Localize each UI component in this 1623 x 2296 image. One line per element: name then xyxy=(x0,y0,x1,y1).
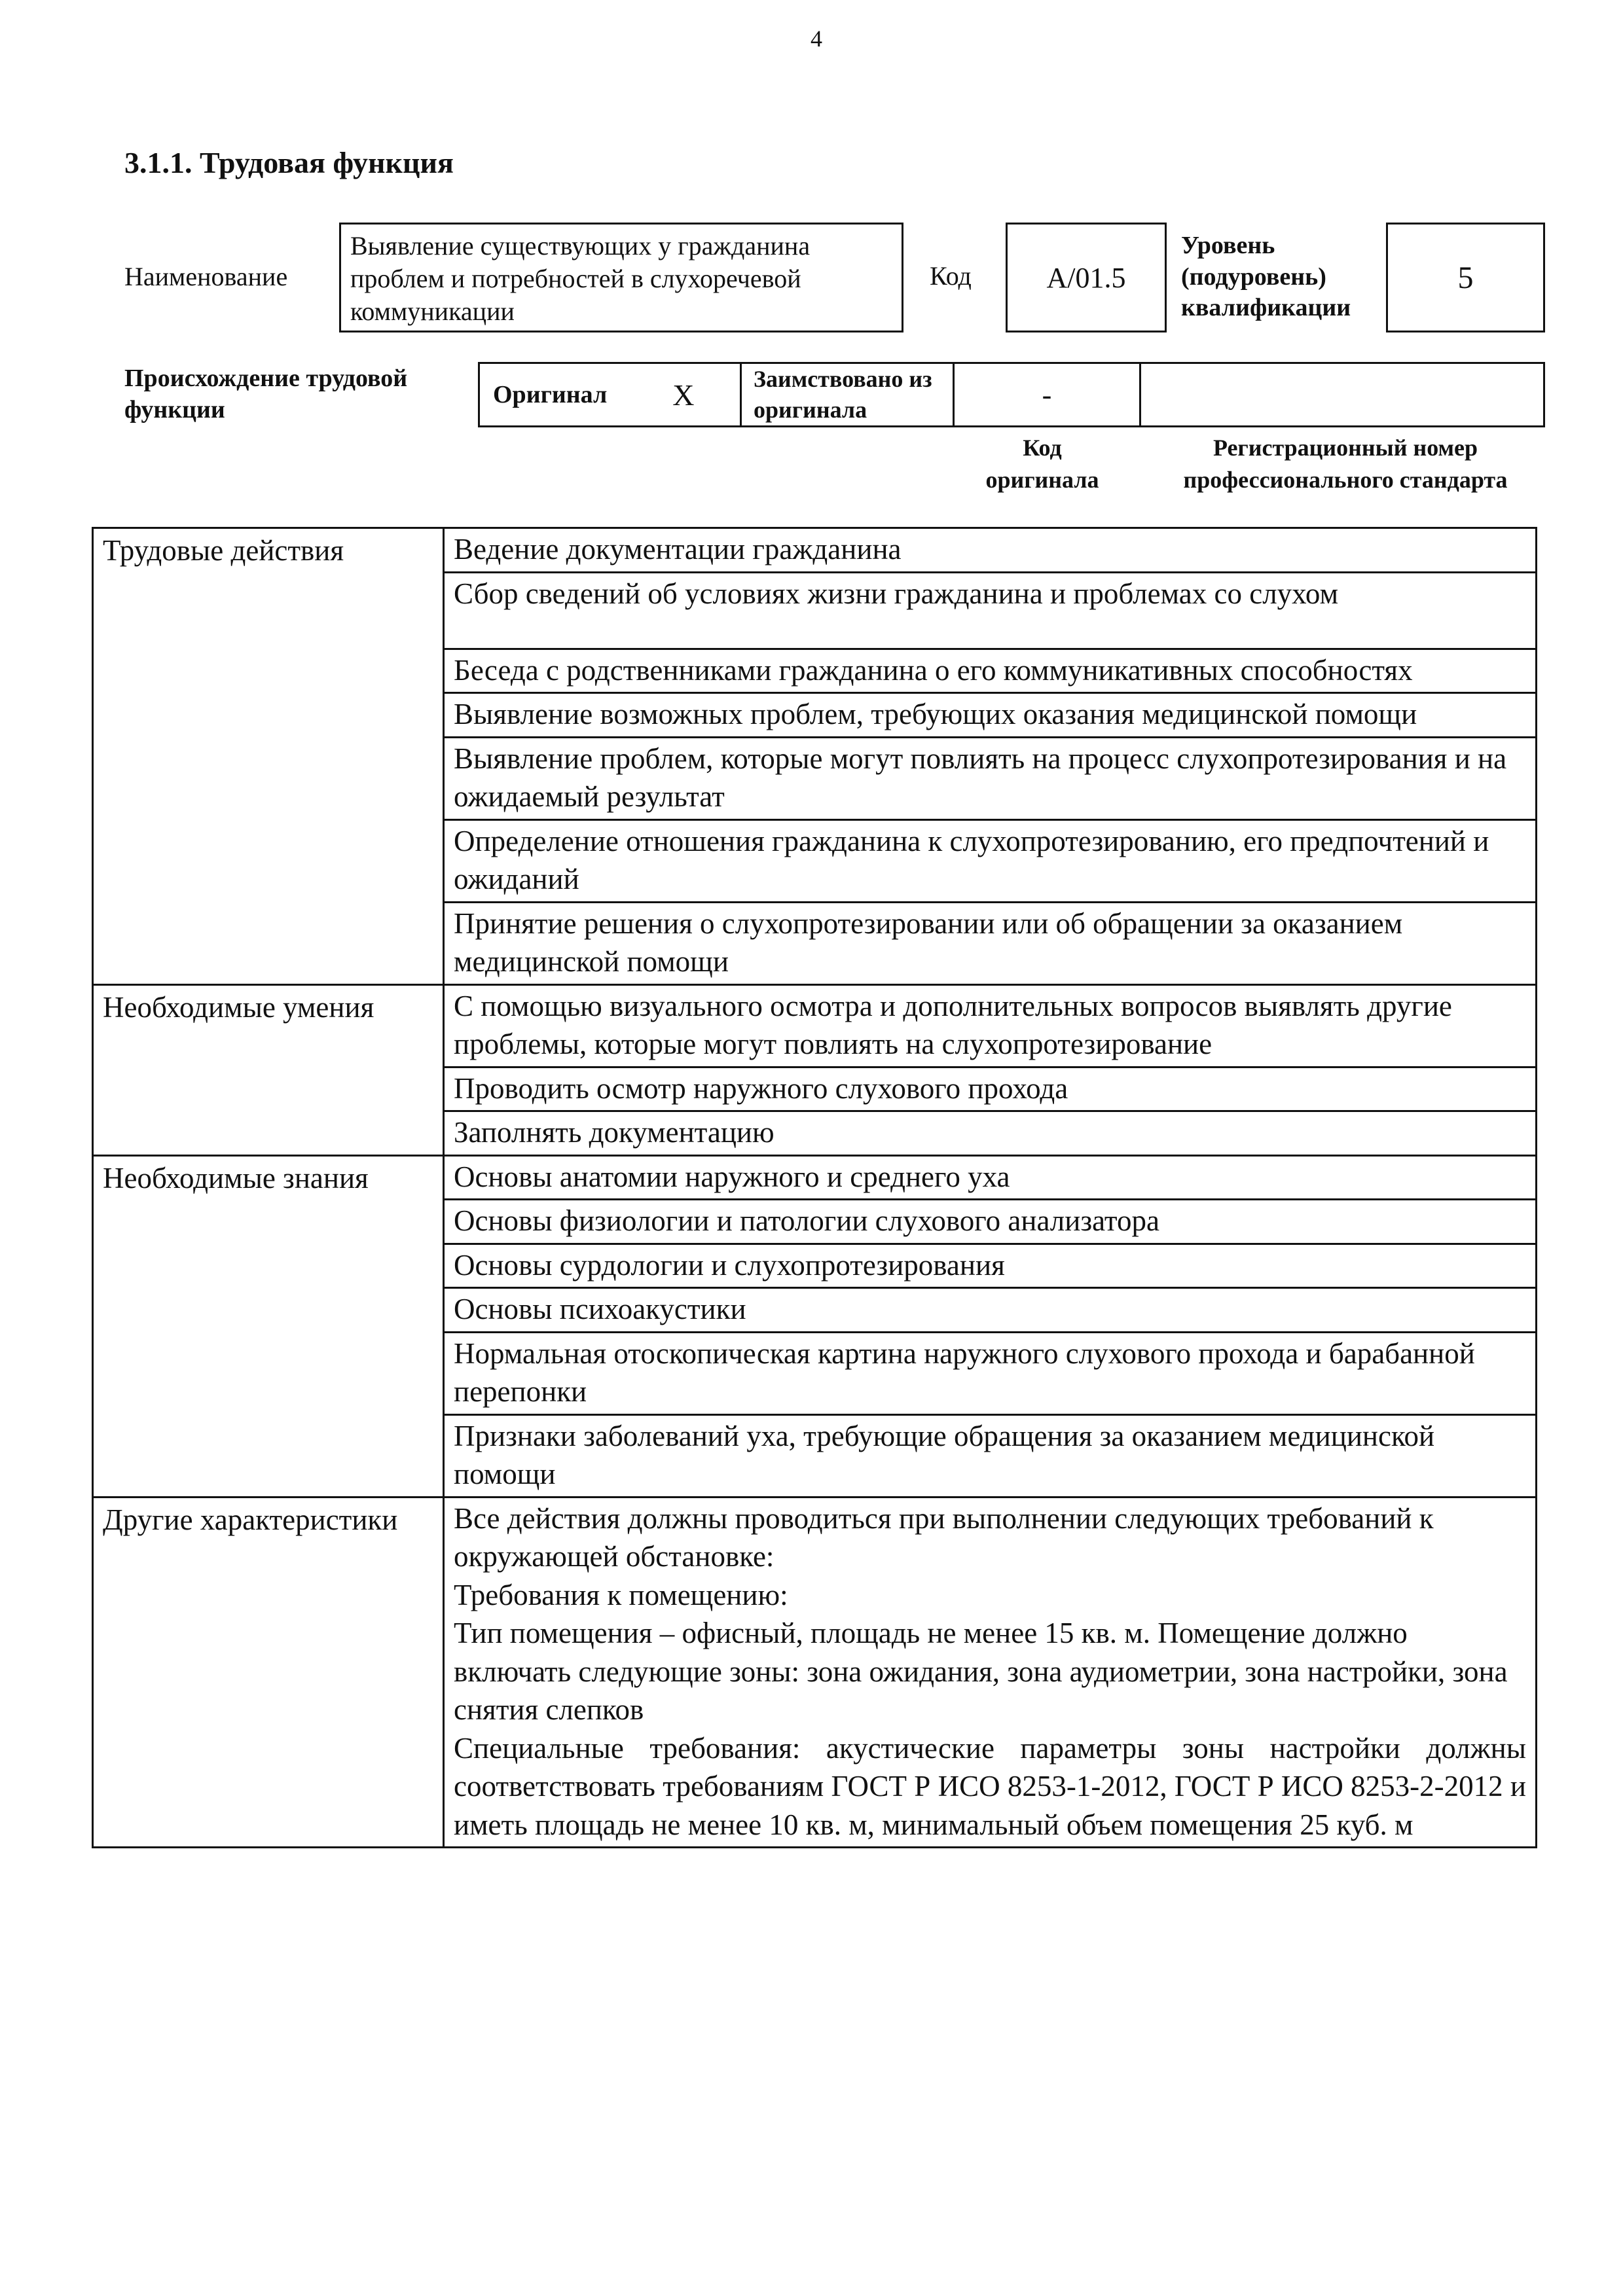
table-row: Принятие решения о слухопротезировании или об обращении за оказанием медицинской помощи xyxy=(444,902,1537,984)
origin-label: Происхождение трудовой функции xyxy=(124,365,408,423)
table-row: Беседа с родственниками гражданина о его коммуникативных способностях xyxy=(444,649,1537,693)
section-title-skills: Необходимые умения xyxy=(93,984,444,1155)
function-code-value: A/01.5 xyxy=(1006,223,1167,332)
code-label: Код xyxy=(930,261,972,291)
table-row: Основы сурдологии и слухопротезирования xyxy=(444,1244,1537,1288)
table-row: Основы анатомии наружного и среднего уха xyxy=(444,1155,1537,1200)
function-name-value: Выявление существующих у гражданина проблем и потребностей в слухоречевой коммуникации xyxy=(339,223,903,332)
other-characteristics-cell xyxy=(444,1497,1537,1848)
table-row: Нормальная отоскопическая картина наружного слухового прохода и барабанной перепонки xyxy=(444,1332,1537,1414)
table-row: Основы психоакустики xyxy=(444,1288,1537,1333)
paragraph: Требования к помещению: xyxy=(454,1578,788,1611)
table-row: С помощью визуального осмотра и дополнительных вопросов выявлять другие проблемы, которые могут повлиять на слухопротезирование xyxy=(444,984,1537,1067)
table-row: Основы физиологии и патологии слухового анализатора xyxy=(444,1200,1537,1244)
table-row: Выявление проблем, которые могут повлиять на процесс слухопротезирования и на ожидаемый результат xyxy=(444,737,1537,819)
table-row: Ведение документации гражданина xyxy=(444,528,1537,573)
page-number: 4 xyxy=(811,26,822,52)
origin-original-cell xyxy=(480,364,742,425)
section-title-other-characteristics: Другие характеристики xyxy=(93,1497,444,1848)
origin-code-value: - xyxy=(955,364,1141,425)
qualification-level-label: Уровень (подуровень) квалификации xyxy=(1181,232,1351,321)
table-row: Определение отношения гражданина к слухопротезированию, его предпочтений и ожиданий xyxy=(444,819,1537,902)
section-title-knowledge: Необходимые знания xyxy=(93,1155,444,1497)
paragraph: Специальные требования: акустические параметры зоны настройки должны соответствовать требованиям ГОСТ Р ИСО 8253-1-2012, ГОСТ Р ИСО 8253-2-2012 и иметь площадь не менее 10 кв. м, минимальный объем помещения 25 куб. м xyxy=(454,1731,1526,1841)
paragraph: Тип помещения – офисный, площадь не менее 15 кв. м. Помещение должно включать следующие зоны: зона ожидания, зона аудиометрии, зона настройки, зона снятия слепков xyxy=(454,1617,1508,1726)
original-label: Оригинал xyxy=(493,381,608,408)
function-details-table xyxy=(92,527,1537,1848)
borrowed-label: Заимствовано из оригинала xyxy=(742,364,955,425)
table-row: Сбор сведений об условиях жизни гражданина и проблемах со слухом xyxy=(444,572,1537,649)
origin-table xyxy=(478,362,1545,427)
caption-original-code: Код оригинала xyxy=(985,435,1099,493)
section-title-labor-actions: Трудовые действия xyxy=(93,528,444,985)
name-label: Наименование xyxy=(124,262,288,291)
original-mark: X xyxy=(672,378,695,412)
table-row: Заполнять документацию xyxy=(444,1111,1537,1156)
section-title: 3.1.1. Трудовая функция xyxy=(124,146,454,179)
table-row: Признаки заболеваний уха, требующие обращения за оказанием медицинской помощи xyxy=(444,1414,1537,1497)
table-row: Выявление возможных проблем, требующих оказания медицинской помощи xyxy=(444,693,1537,738)
table-row: Проводить осмотр наружного слухового прохода xyxy=(444,1067,1537,1111)
registration-number-value xyxy=(1141,364,1543,425)
qualification-level-value: 5 xyxy=(1386,223,1545,332)
paragraph: Все действия должны проводиться при выполнении следующих требований к окружающей обстановке: xyxy=(454,1501,1434,1573)
caption-registration-number: Регистрационный номер профессионального стандарта xyxy=(1183,435,1508,493)
